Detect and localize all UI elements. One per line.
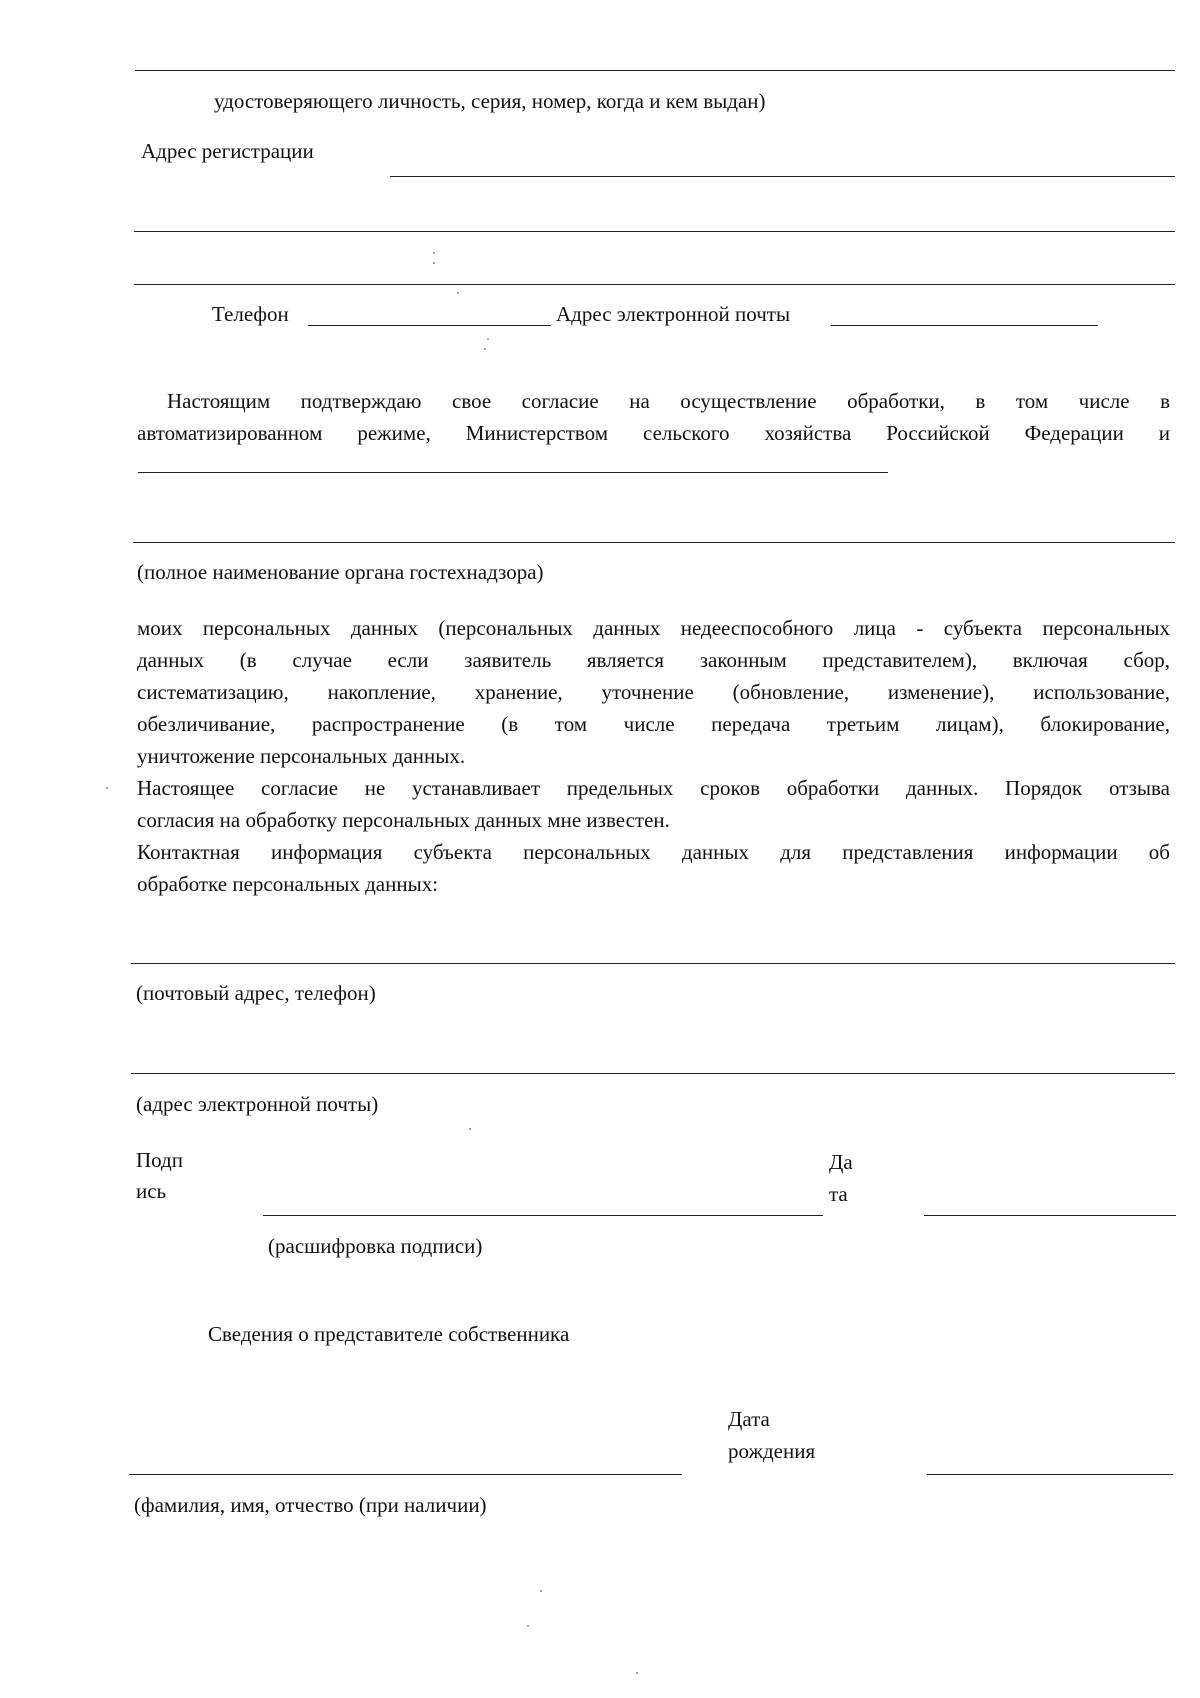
- scan-speck: [433, 252, 435, 254]
- signature-field[interactable]: [263, 1215, 823, 1216]
- email-field[interactable]: [831, 325, 1098, 326]
- term-line: согласия на обработку персональных данных мне известен.: [137, 808, 670, 832]
- contact-email-field[interactable]: [131, 1073, 1175, 1074]
- scan-speck: [487, 338, 489, 340]
- gostekh-name-field[interactable]: [133, 542, 1175, 543]
- signature-label-part-2: ись: [136, 1179, 167, 1203]
- birth-date-label-part-1: Дата: [728, 1407, 770, 1431]
- scan-speck: [433, 262, 435, 264]
- phone-field[interactable]: [308, 325, 551, 326]
- consent-line: автоматизированном режиме, Министерством сельского хозяйства Российской Федерации и: [137, 421, 1170, 445]
- ministry-continuation-field[interactable]: [138, 472, 888, 473]
- scan-speck: [636, 1672, 638, 1674]
- birth-date-field[interactable]: [927, 1474, 1173, 1475]
- top-rule: [135, 70, 1175, 71]
- scan-speck: [527, 1625, 529, 1627]
- scan-speck: [106, 787, 108, 789]
- scan-speck: [469, 1128, 471, 1130]
- consent-paragraph: [137, 385, 1170, 449]
- contact-line: обработке персональных данных:: [137, 872, 439, 896]
- scan-speck: [540, 1590, 542, 1592]
- term-line: Настоящее согласие не устанавливает предельных сроков обработки данных. Порядок отзыва: [137, 776, 1170, 800]
- postal-address-caption: (почтовый адрес, телефон): [136, 981, 376, 1005]
- date-label-part-1: Да: [829, 1150, 853, 1174]
- signature-decode-caption: (расшифровка подписи): [268, 1234, 483, 1258]
- scan-speck: [457, 292, 459, 294]
- processing-line: обезличивание, распространение (в том числе передача третьим лицам), блокирование,: [137, 712, 1170, 736]
- postal-address-field[interactable]: [131, 963, 1175, 964]
- processing-line: уничтожение персональных данных.: [137, 744, 466, 768]
- processing-line: моих персональных данных (персональных данных недееспособного лица - субъекта персональных: [137, 616, 1170, 640]
- date-field[interactable]: [924, 1215, 1176, 1216]
- processing-paragraph: [137, 612, 1170, 900]
- email-label: Адрес электронной почты: [556, 302, 791, 326]
- registration-address-field-line-2[interactable]: [134, 231, 1175, 232]
- contact-line: Контактная информация субъекта персональных данных для представления информации об: [137, 840, 1170, 864]
- scan-speck: [484, 348, 486, 350]
- contact-email-caption: (адрес электронной почты): [136, 1092, 379, 1116]
- birth-date-label-part-2: рождения: [728, 1439, 816, 1463]
- consent-line: Настоящим подтверждаю свое согласие на осуществление обработки, в том числе в: [167, 389, 1170, 413]
- registration-address-label: Адрес регистрации: [141, 139, 314, 163]
- registration-address-field-line-3[interactable]: [134, 284, 1175, 285]
- phone-label: Телефон: [212, 302, 289, 326]
- fio-caption: (фамилия, имя, отчество (при наличии): [134, 1493, 487, 1517]
- processing-line: систематизацию, накопление, хранение, уточнение (обновление, изменение), использование,: [137, 680, 1170, 704]
- processing-line: данных (в случае если заявитель является законным представителем), включая сбор,: [137, 648, 1170, 672]
- id-document-caption: удостоверяющего личность, серия, номер, когда и кем выдан): [214, 89, 766, 113]
- date-label-part-2: та: [829, 1182, 848, 1206]
- gostekh-name-caption: (полное наименование органа гостехнадзора): [137, 560, 544, 584]
- registration-address-field[interactable]: [390, 176, 1175, 177]
- representative-fio-field[interactable]: [129, 1474, 682, 1475]
- signature-label-part-1: Подп: [136, 1148, 183, 1172]
- representative-heading: Сведения о представителе собственника: [208, 1322, 570, 1346]
